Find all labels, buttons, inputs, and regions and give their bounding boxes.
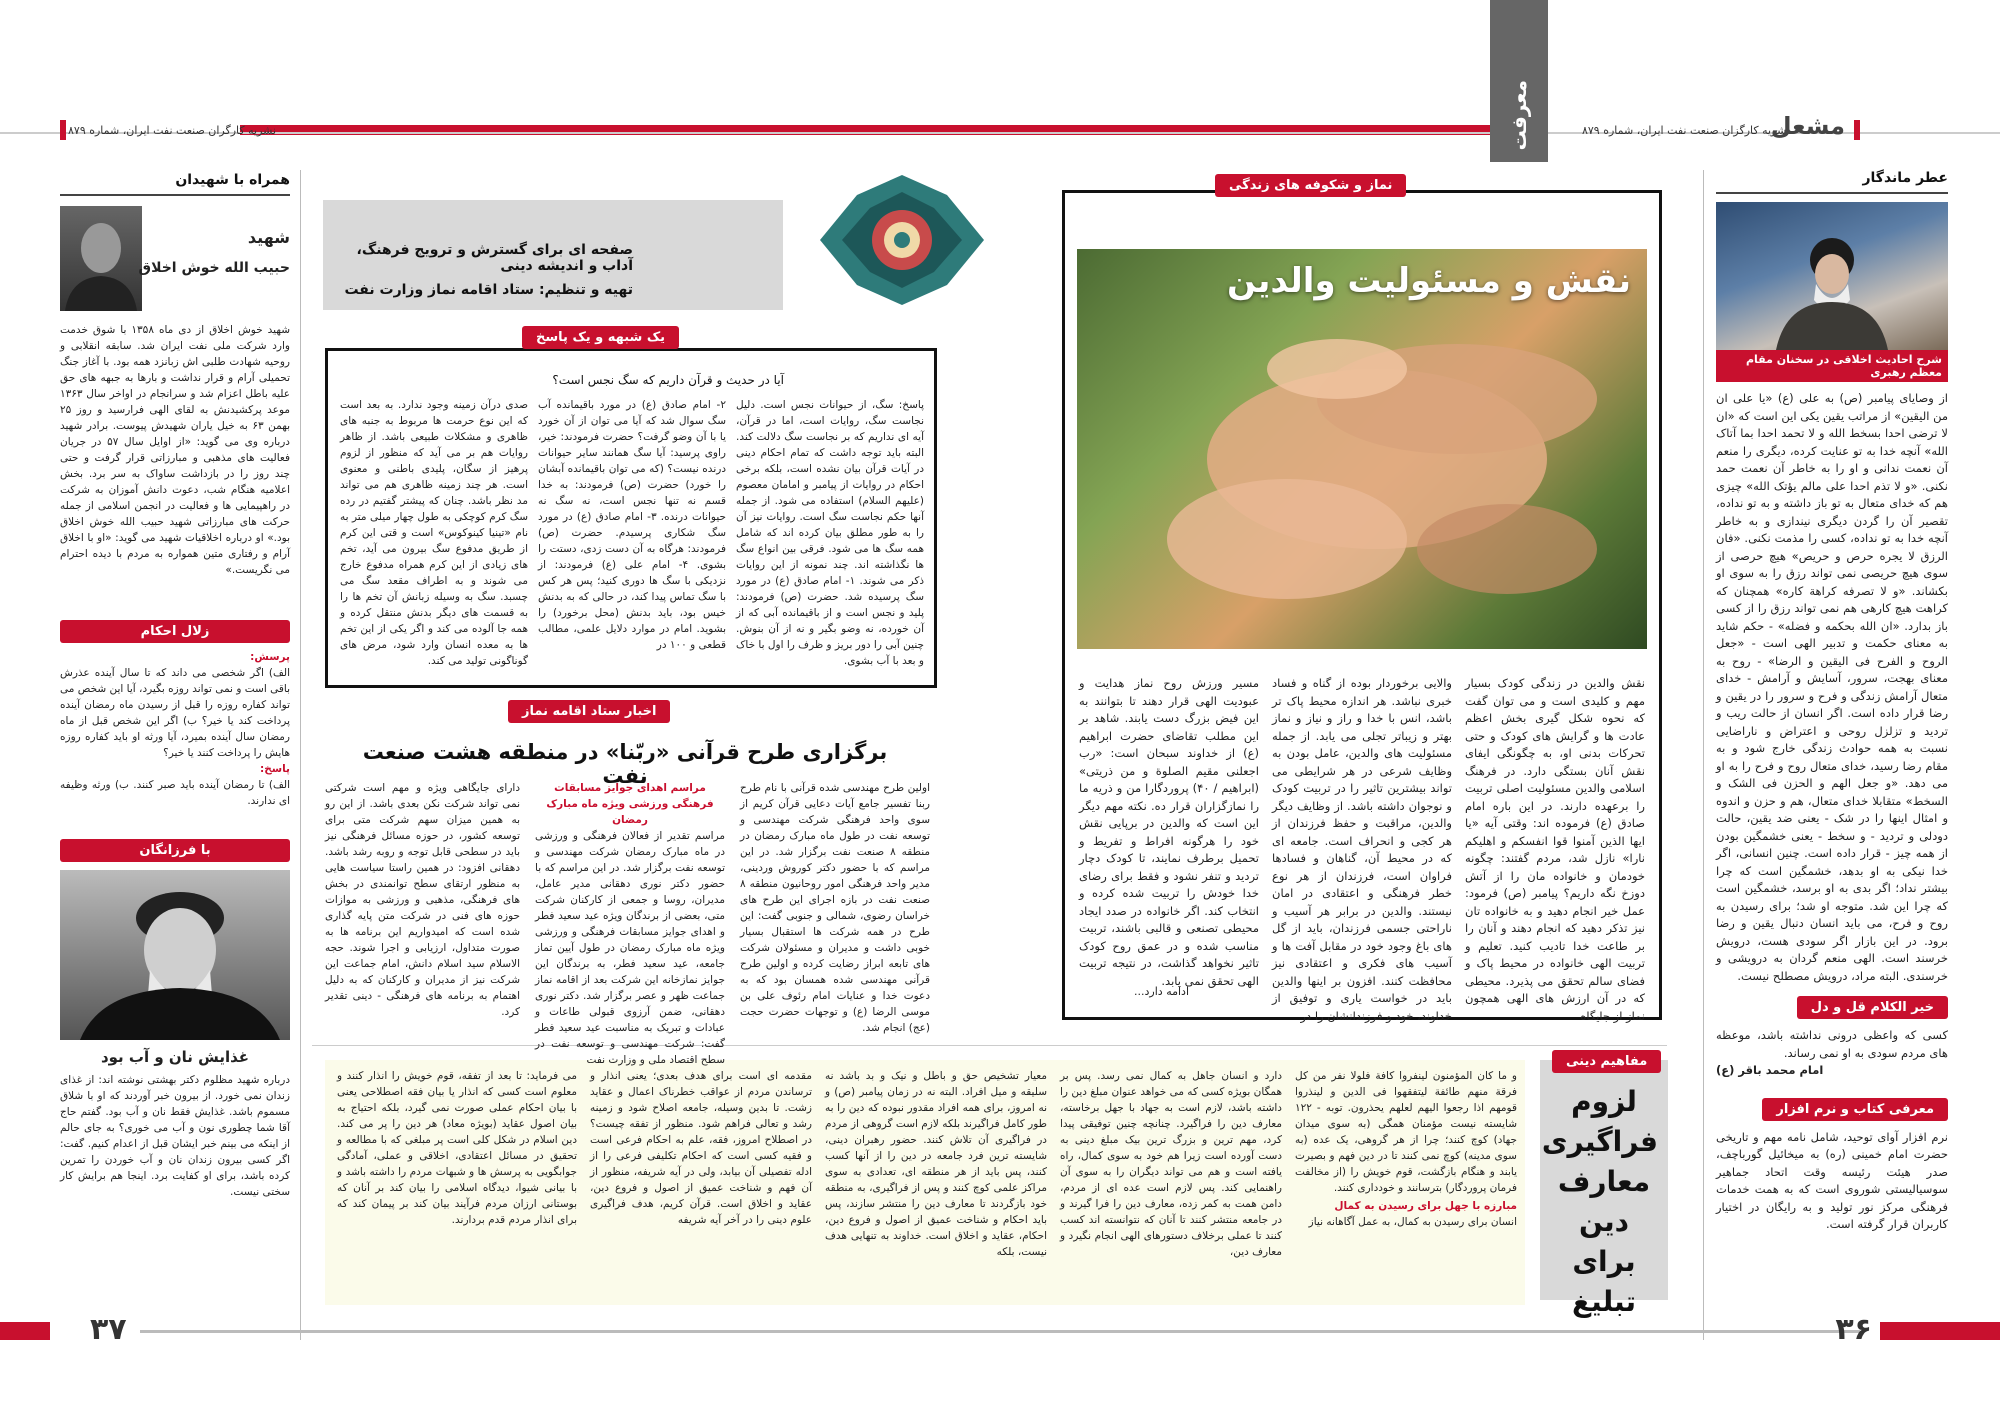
- qa-question: آیا در حدیث و قرآن داریم که سگ نجس است؟: [552, 373, 784, 387]
- quote-heading: خیر الکلام قل و دل: [1797, 996, 1948, 1019]
- qa-col2: ۲- امام صادق (ع) در مورد باقیمانده آب سگ سوال شد که آیا می توان از آن خورد یا با آن وضو گرفت؟ حضرت فرمودند: خیر، راوی پرسید: آیا سگ همانند سایر حیوانات درنده نیست؟ (که می توان باقیمانده آبشان را خورد) حضرت (ص) فرمودند: به خدا قسم نه تنها نجس است، نه سگ نه حیوانات درنده. ۳- امام صادق (ع) در مورد سگ شکاری پرسیدم. حضرت (ص) فرمودند: هرگاه به آن دست زدی، دستت را بشوی. ۴- امام علی (ع) فرمودند: از نزدیکی با سگ ها دوری کنید؛ پس هر کس با سگ تماس پیدا کند، در حالی که به بدنش خیس بود، باید بدنش (محل برخورد) را بشوید. امام در موارد دلایل علمی، مطالب قطعی و ۱۰۰ در: [538, 399, 727, 651]
- concepts-col1: [1295, 1068, 1517, 1303]
- banner-line1: صفحه ای برای گسترش و ترویج فرهنگ، آداب و اندیشه دینی: [356, 242, 633, 274]
- banner: [323, 200, 783, 310]
- concepts-col3: معیار تشخیص حق و باطل و نیک و بد باشد نه سلیقه و میل افراد. البته نه در زمان پیامبر (ص) و نه امروز، برای همه افراد مقدور نبوده که دین را به طور کامل فراگیرند بلکه لازم است گروهی از مردم در فراگیری آن تلاش کنند. حضور رهبران دینی، شایسته ترین فرد جامعه در دین را از آنها کسب کنند، پس باید از هر منطقه ای، تعدادی به سوی مراکز علمی کوچ کنند و پس از فراگیری، به منطقه خود بازگردند تا معارف دین را منتشر سازند، پس باید احکام و شناخت عمیق از اصول و فروع دین، احکام، عقاید و اخلاق است. خداوند به تنهایی هدف نیست، بلکه: [825, 1070, 1047, 1258]
- ahkam-a-body: الف) تا رمضان آینده باید صبر کنند. ب) ورثه وظیفه ای ندارند.: [60, 779, 290, 807]
- news-col2-text: مراسم تقدیر از فعالان فرهنگی و ورزشی در ماه مبارک رمضان شرکت مهندسی و توسعه نفت برگزار شد. در این مراسم که با حضور دکتر نوری دهقانی مدیر عامل، مدیران، روسا و جمعی از کارکنان شرکت متی، بعضی از برندگان ویژه عید سعید فطر و اهدای جوایز مسابقات فرهنگی و ورزشی ویژه ماه مبارک رمضان در طول آیین تماز جامعه، عید سعید فطر، به برندگان این جوایز نمازخانه این شرکت بعد از اقامه نماز جماعت ظهر و عصر برگزار شد. دکتر نوری دهقانی، ضمن آرزوی قبولی طاعات و عبادات و تبریک به مناسبت عید سعید فطر گفت: شرکت مهندسی و توسعه نفت در سطح اقتصاد ملی و وزارت نفت: [535, 830, 725, 1066]
- divider: [1716, 192, 1948, 194]
- concepts-title-panel: [1540, 1060, 1668, 1318]
- col-divider-left: [300, 170, 301, 1340]
- col-right-heading: عطر ماندگار: [1862, 170, 1948, 186]
- concepts-col5: می فرماید: تا بعد از تفقه، قوم خویش را انذار کنند و معلوم است کسی که انذار یا بیان فقه اصطلاحی یعنی با بیان احکام عملی صورت نمی گیرد، بلکه احتیاج به بیان اصول عقاید (بویژه معاد) هر دین را پر می کند. دین اسلام در شکل کلی است پر مبلغی که با مطالعه و تحقیق در مسائل اعتقادی، اخلاقی و عملی، آمادگی جوابگویی به پرسش ها و شبهات مردم را داشته باشد و با بیانی شیوا، دیدگاه اسلامی را بیان کند بر آنان که بوستانی ارزان مردم فرآیند بیان کند بر پیمان کند که برای انذار مردم قدم بردارند.: [337, 1070, 577, 1226]
- qa-col3: صدی درآن زمینه وجود ندارد. به بعد است که این نوع حرمت ها مربوط به جنبه های ظاهری و مشکلات طبیعی باشد. از ظاهر روایات هم بر می آید که منظور از لزوم پرهیز از سگان، پلیدی باطنی و معنوی است. هر چند زمینه ظاهری هم می تواند مد نظر باشد. چنان که پیشتر گفتیم در رده سگ کرم کوچکی به طول چهار میلی متر به نام «تینیا کینوکوس» است و قتی این کرم از طریق مدفوع سگ بیرون می آید، تخم های زیادی از این کرم همراه مدفوع خارج می شوند و به اطراف مقعد سگ می چسبد. سگ به وسیله زبانش آن تخم ها را به قسمت های دیگر بدنش منتقل کرده و همه جا آلوده می کند و اگر یکی از این تخم ها به معده انسان وارد شود، مرض های گوناگونی تولید می کند.: [340, 399, 528, 667]
- header-right-label: نشریه کارگزان صنعت نفت ایران، شماره ۸۷۹: [1581, 124, 1790, 137]
- qa-col1: پاسخ: سگ، از حیوانات نجس است. دلیل نجاست سگ، روایات است، اما در قرآن، آیه ای نداریم که بر نجاست سگ دلالت کند. البته باید توجه داشت که تمام احکام دینی در آیات قرآن بیان نشده است، بلکه برخی احکام در روایات از پیامبر و امامان معصوم (علیهم السلام) استفاده می شود. از جمله آنها حکم نجاست سگ است. روایات نیز آن را به طور مطلق بیان کرده اند که شامل همه سگ ها می شود. فرقی بین انواع سگ ها نگذاشته اند. چند نمونه از این روایات ذکر می شوند. ۱- امام صادق (ع) در مورد سگ پرسیده شد. حضرت (ص) فرمودند: پلید و نجس است و از باقیمانده آبی که از آن خورده، نه وضو بگیر و نه از آن بنوش. چنین آبی را دور بریز و ظرف را اول با خاک و بعد با آب بشوی.: [736, 399, 924, 667]
- divider: [60, 194, 290, 196]
- banner-line2: تهیه و تنظیم: ستاد اقامه نماز وزارت نفت: [344, 282, 633, 298]
- hands-illustration-icon: [1077, 249, 1647, 649]
- page-number-left: ۳۷: [90, 1312, 127, 1347]
- ahkam-q-label: پرسش:: [250, 651, 290, 663]
- ahkam-heading: زلال احکام: [60, 620, 290, 643]
- news-col1: اولین طرح مهندسی شده قرآنی با نام طرح ربنا تفسیر جامع آیات دعایی قرآن کریم از سوی واحد فرهنگی شرکت مهندسی و توسعه نفت در طول ماه مبارک رمضان در منطقه ۸ صنعت نفت برگزار شد. در این مراسم که با حضور دکتر کوروش وردینی، مدیر واحد فرهنگی امور روحانیون منطقه ۸ صنعت نفت در بازه اجرای این طرح های خراسان رضوی، شمالی و جنوبی گفت: این طرح در همه شرکت ها استقبال بسیار خوبی داشت و مدیران و مسئولان شرکت های تابعه ابراز رضایت کرده و اولین طرح قرآنی مهندسی شده همسان بود که به دعوت خدا و عنایات امام رئوف علی بن موسی الرضا (ع) و توجهات حضرت حجت (عج) انجام شد.: [740, 782, 930, 1034]
- martyr-portrait-icon: [60, 206, 142, 311]
- footer-red-left: [0, 1322, 50, 1340]
- page-number-right: ۳۶: [1835, 1312, 1872, 1347]
- left-red-marker: [60, 120, 66, 140]
- news-title: برگزاری طرح قرآنی «ربّنا» در منطقه هشت صنعت نفت: [362, 740, 888, 788]
- feature-col2: والایی برخوردار بوده از گناه و فساد خبری نباشد. هر اندازه محیط پاک تر باشد، انس با خدا و راز و نیاز و نماز بهتر و زیباتر تجلی می یابد. از جمله مسئولیت های والدین، عامل بودن به وظایف شرعی در هر شرایطی می تواند بیشترین تاثیر را در تربیت کودک و نوجوان داشته باشد. از وظایف دیگر والدین، مراقبت و حفظ فرزندان از هر کجی و انحراف است. جامعه ای که در محیط آن، گناهان و فسادها فراوان است، فرزندان از هر نوع خطر فرهنگی و اعتقادی در امان نیستند. والدین در برابر هر آسیب و ناراحتی جسمی فرزندان، باید از گل های باغ وجود خود در مقابل آفت ها و آسیب های فکری و اعتقادی نیز محافظت کنند. افزون بر اینها والدین باید در خواست یاری و توفیق از خداوند، خود و فرزندانشان را در: [1272, 676, 1452, 1023]
- quote-author: امام محمد باقر (ع): [1716, 1063, 1824, 1077]
- footer-line: [140, 1330, 1860, 1333]
- section-vertical-tab: [1490, 0, 1548, 162]
- feature-photo: [1077, 249, 1647, 649]
- book-heading: معرفی کتاب و نرم افزار: [1762, 1098, 1948, 1121]
- col-left: [60, 172, 290, 1200]
- scholar-portrait-icon: [60, 870, 290, 1040]
- footer-red-right: [1880, 1322, 2000, 1340]
- martyr-title-1: شهید: [247, 228, 290, 247]
- section-vertical-label: معرفت: [1507, 80, 1531, 151]
- scholars-heading: با فرزانگان: [60, 839, 290, 862]
- book-body: نرم افزار آوای توحید، شامل نامه مهم و تاریخی حضرت امام خمینی (ره) به میخائیل گورباچف، صدر هیئت رئیسه وقت اتحاد جماهیر سوسیالیستی شوروی است که به همت خدمات فرهنگی مرکز نور تولید و به رایگان در اختیار کاربران قرار گرفته است.: [1716, 1129, 1948, 1231]
- martyr-title-2: حبیب الله خوش اخلاق: [138, 260, 290, 276]
- scholar-photo: [60, 870, 290, 1040]
- concepts-col1-text: و ما کان المؤمنون لینفروا کافة فلولا نفر من کل فرقة منهم طائفة لیتفقهوا فی الدین و لینذروا قومهم اذا رجعوا الیهم لعلهم یحذرون. توبه - ۱۲۲ شایسته نیست مؤمنان همگی (به سوی میدان جهاد) کوچ کنند؛ چرا از هر گروهی، یک عده (به سوی مدینه) کوچ نمی کنند تا در دین فهم و بصیرت یابند و هنگام بازگشت، قوم خویش را (از مخالفت فرمان پروردگار) بترسانند و خودداری کنند.: [1295, 1070, 1517, 1194]
- concepts-col1b-text: انسان برای رسیدن به کمال، به عمل آگاهانه نیاز: [1308, 1216, 1517, 1228]
- concepts-text-area: [325, 1060, 1525, 1305]
- leader-figure-icon: [1716, 202, 1948, 350]
- leader-photo-caption: شرح احادیث اخلاقی در سخنان مقام معظم رهبری: [1716, 350, 1948, 382]
- leader-photo: [1716, 202, 1948, 350]
- col-right: [1716, 170, 1948, 1234]
- scholars-body: درباره شهید مظلوم دکتر بهشتی نوشته اند: از غذای زندان نمی خورد. از بیرون خبر آوردند که او با شلاق مسموم باشد. غذایش فقط نان و آب بود. گفتم حاج آقا شما چطوری نون و آب می خوری؟ به جای حالم از اینکه می بینم خبر ایشان قبل از اعدام کنیم. گفت: اگر کسی بیرون زندان نان و آب خوردن را تمرین کرده باشد، برای او کفایت برد. اینجا هم برایش کار سختی نیست.: [60, 1074, 290, 1198]
- concepts-col2: دارد و انسان جاهل به کمال نمی رسد. پس بر همگان بویژه کسی که می خواهد عنوان مبلغ دین را داشته باشد، لازم است به جهاد با جهل برخاسته، معارف دین را فراگیرد. چنانچه چنین توفیقی پیدا کرد، مهم ترین و بزرگ ترین بیک مبلغ دینی به دست آورده است زیرا هم خود به سوی کمال، راه یافته است و هم می تواند دیگران را به سوی آن راهنمایی کند. پس لازم است عده ای از مردم، دامن همت به کمر زده، معارف دین را فرا گیرند و در جامعه منتشر کنند تا آنان که نتوانسته اند کسب کنند تا عملی برخلاف دستورهای الهی انجام نگیرد و معارف دین،: [1060, 1070, 1282, 1258]
- quote-body: کسی که واعظی درونی نداشته باشد، موعظه های مردم سودی به او نمی رساند.: [1716, 1028, 1948, 1060]
- qa-box: [325, 348, 937, 688]
- martyrs-body: شهید خوش اخلاق از دی ماه ۱۳۵۸ با شوق خدمت وارد شرکت ملی نفت ایران شد. سابقه انقلابی و روحیه شهادت طلبی اش زبانزد همه بود. با آغاز جنگ تحمیلی آرام و قرار نداشت و بارها به جبهه های حق علیه باطل اعزام شد و سرانجام در اواخر سال ۱۳۶۳ موعد پرکشیدنش به لقای الهی فرارسید و روز ۲۵ بهمن ۶۳ به خیل یاران شهیدش پیوست. برادر شهید درباره وی می گوید: «از اوایل سال ۵۷ در جریان فعالیت های مذهبی و مبارزاتی قرار گرفت و حتی چند روز را در بازداشت ساواک به سر برد. بخش اعلامیه هنگام شب، دعوت دانش آموزان به شرکت در راهپیمایی ها و فعالیت در انجمن اسلامی از جمله حرکت های مبارزاتی شهید حبیب الله خوش اخلاق بود.» او درباره اخلاقیات شهید می گوید: «او با اخلاق آرام و رفتاری متین همواره به مردم با دیده احترام می نگریست.»: [60, 324, 290, 576]
- scholars-title: غذایش نان و آب بود: [100, 1048, 250, 1066]
- news-subheading: مراسم اهدای جوایز مسابقات فرهنگی ورزشی ویژه ماه مبارک رمضان: [546, 782, 714, 826]
- news-tag: اخبار ستاد اقامه نماز: [508, 700, 670, 723]
- leader-body: از وصایای پیامبر (ص) به علی (ع) «یا علی ان من الیقین» از مراتب یقین یکی این است که «ان لا ترضی احدا بسخط الله و لا تحمد احدا بما آتاک الله» آنچه خدا به تو عنایت کرده، دیگری را منعم آن نعمت ندانی و او را به خاطر آن نعمت حمد نکنی. «و لا تذم احدا علی مالم یؤتک الله» چیزی هم که خدای متعال به تو باز داشته و به تو نداده، تقصیر آن را گردن دیگری نیندازی و به خاطر آنچه خدا به تو نداده، کسی را مذمت نکنی. «فان الرزق لا یجره حرص و حریص» هیچ حرصی از سوی هیچ حریصی نمی تواند رزق را به سوی او بکشاند. «و لا تصرفه کراهة کاره» همچنان که کراهت هیچ کارهی هم نمی تواند رزق را از کسی باز بدارد. «ان الله بحکمه و فضله» - حکم شاید به معنای حکمت و تدبیر الهی است - «جعل الروح و الفرح فی الیقین و الرضا» - روح به معنای بهجت، سرور، آسایش و آرامش - خدای متعال آرامش زندگی و فرح و سرور را در یقین و رضا قرار داده است. اگر انسان از حالت ریب و تردید و تزلزل روحی و اعتراض و ناراضایی نسبت به همه حوادث زندگی خارج شود و به مقام رضا رسید، خدای متعال روح و فرح را به او می دهد. «و جعل الهم و الحزن فی الشک و السخط» متقابلا خدای متعال، هم و حزن و اندوه و امثال اینها را در شک - یعنی ضد یقین، حالت دودلی و تردید - و سخط - یعنی خشمگین بودن از همه چیز - قرار داده است. چنین انسانی، اگر خدا نیکی به او بدهد، خشمگین است که چرا بیشتر نداد؛ اگر بدی به او برسد، خشمگین است که چرا این شد. متوجه او شد؛ برای رسیدن به روح و فرح، می باید انسان دنبال یقین و رضا برود. در این بازار اگر سودی هست، درویش خرسند است. الهی منعم گردان به درویشی و خرسندی. البته مراد، درویش مصطلح نیست.: [1716, 391, 1948, 983]
- concepts-subheading: مبارزه با جهل برای رسیدن به کمال: [1334, 1200, 1517, 1212]
- concepts-title: لزوم فراگیری معارف دین برای تبلیغ: [1541, 1085, 1658, 1318]
- ornament: [812, 170, 992, 310]
- concepts-tag: مفاهیم دینی: [1552, 1050, 1661, 1073]
- logo: مشعل: [1770, 112, 1845, 140]
- feature-col1: نقش والدین در زندگی کودک بسیار مهم و کلیدی است و می توان گفت که نحوه شکل گیری بخش اعظم عادت ها و گرایش های کودک و حتی تحرکات بدنی او، به چگونگی ایفای نقش آنان بستگی دارد. در فرهنگ اسلامی والدین مسئولیت اصلی تربیت را برعهده دارند. در این باره امام صادق (ع) فرموده اند: وقتی آیه «یا ایها الذین آمنوا قوا انفسکم و اهلیکم نارا» نازل شد، مردم گفتند: چگونه خودمان و خانواده مان را از آتش دوزخ نگه داریم؟ پیامبر (ص) فرمود: عمل خیر انجام دهید و به خانواده تان نیز تذکر دهید که انجام دهند و آنان را بر طاعت خدا تادیب کنید. تعلیم و تربیت الهی خانواده در محیط پاک و فضای سالم تحقق می پذیرد. محیطی که در آن ارزش های الهی همچون نماز از جایگاه: [1465, 676, 1645, 1023]
- martyr-photo: [60, 206, 142, 311]
- feature-title: نقش و مسئولیت والدین: [1227, 261, 1631, 301]
- right-red-marker: [1854, 120, 1860, 140]
- islamic-ornament-icon: [812, 170, 992, 310]
- feature-box: [1062, 190, 1662, 1023]
- feature-tag: نماز و شکوفه های زندگی: [1215, 174, 1406, 197]
- ahkam-a-label: پاسخ:: [260, 763, 290, 775]
- martyrs-heading: همراه با شهیدان: [175, 172, 290, 188]
- ahkam-block: [60, 649, 290, 809]
- news-col3: دارای جایگاهی ویژه و مهم است شرکتی نمی تواند شرکت نکن بعدی باشد. از این رو به همین میزان سهم شرکت متی برای توسعه کشور، در حوزه مسائل فرهنگی نیز باید در سطحی قابل توجه و روبه رشد باشد. دهقانی افزود: در همین راستا سیاست هایی به منظور ارتقای سطح توانمندی در بخش های فرهنگی، مذهبی و ورزشی به موازات حوزه های فنی در شرکت متن پایه گذاری شده است که امیدواریم این برنامه ها به صورت متداول، ارزیابی و اجرا شوند. حجه الاسلام سید اسلام دانش، امام جماعت این شرکت نیز از مدیران و کارکنان که به دلیل اهتمام به برنامه های فرهنگی - دینی تقدیر کرد.: [325, 782, 520, 1018]
- qa-tag: یک شبهه و یک پاسخ: [522, 326, 679, 349]
- feature-col3: مسیر ورزش روح نماز هدایت و عبودیت الهی قرار دهند تا بتوانند به این فیض بزرگ دست یابند. شاهد بر این مطلب تقاضای حضرت ابراهیم (ع) از خداوند سبحان است: «رب اجعلنی مقیم الصلوة و من ذریتی» (ابراهیم / ۴۰) پروردگارا من و ذریه ما را نمازگزاران قرار ده. نکته مهم دیگر این است که والدین در برپایی نقش خود را هرگونه افراط و تفریط و تحمیل برطرف نمایند، تا کودک دچار تردید و تنفر نشود و فقط برای رضای خدا خودش را تربیت شده کرده و انتخاب کند. اگر خانواده در صدد ایجاد محیطی تصنعی و قالبی باشند، تربیت مناسب شده و در عمق روح کودک تاثیر نخواهد گذاشت، در نتیجه تربیت الهی تحقق نمی یابد.: [1079, 676, 1259, 988]
- concepts-col4: مقدمه ای است برای هدف بعدی؛ یعنی انذار و ترساندن مردم از عواقب خطرناک اعمال و عقاید زشت. تا بدین وسیله، جامعه اصلاح شود و زمینه رشد و تعالی فراهم شود. منظور از تفقه چیست؟ در اصطلاح امروز، فقه، علم به احکام فرعی است و فقیه کسی است که احکام تکلیفی فرعی را از ادله تفصیلی آن بیابد، ولی در آیه شریفه، منظور از آن فهم و شناخت عمیق از اصول و فروع دین، عقاید و اخلاق است. قرآن کریم، هدف فراگیری علوم دینی را در آخر آیه شریفه: [590, 1070, 812, 1226]
- header-left-label: نشریه کارگران صنعت نفت ایران، شماره ۸۷۹: [68, 124, 277, 137]
- ahkam-q-body: الف) اگر شخصی می داند که تا سال آینده عذرش باقی است و نمی تواند روزه بگیرد، آیا این شخص می تواند کفاره روزه را قبل از رسیدن ماه رمضان آینده پرداخت کند یا خیر؟ ب) اگر این شخص قبل از ماه رمضان سال آینده بمیرد، آیا ورثه او باید کفاره روزه هایش را پرداخت کنند یا خیر؟: [60, 667, 290, 759]
- col-divider-right: [1703, 170, 1704, 1340]
- feature-continued: ادامه دارد...: [1134, 985, 1189, 998]
- news-col2: [535, 780, 725, 1066]
